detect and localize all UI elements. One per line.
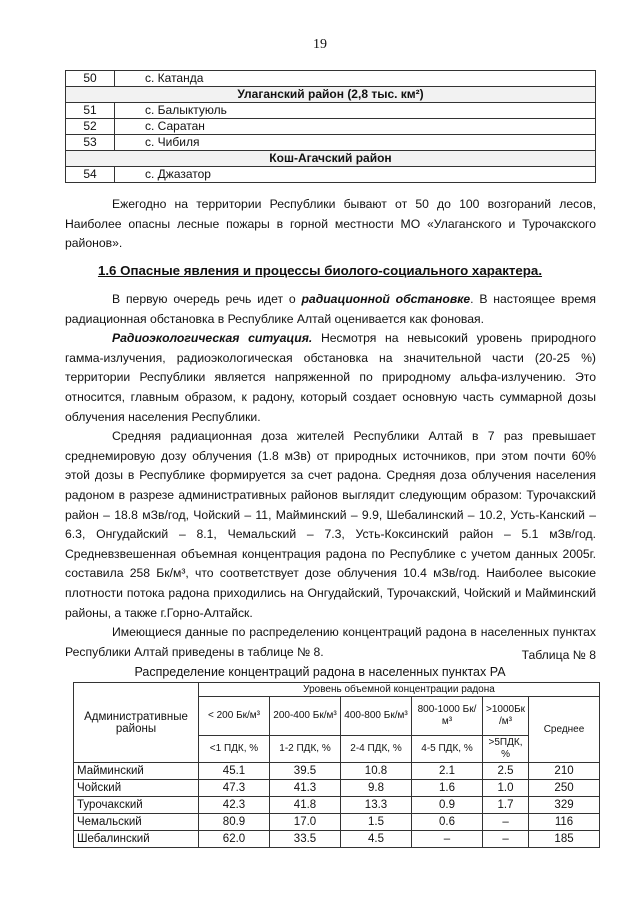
text-run: . В настоящее время радиационная обстановка в Республике Алтай оценивается как фоновая.	[65, 292, 596, 326]
header-range: < 200 Бк/м³	[199, 697, 270, 736]
district-name: Чемальский	[74, 814, 199, 831]
row-number: 50	[66, 71, 115, 87]
table-row	[74, 780, 600, 797]
value-cell: 42.3	[199, 797, 270, 814]
value-cell: 2.1	[412, 763, 483, 780]
table-number: Таблица № 8	[521, 648, 596, 662]
value-cell: 2.5	[483, 763, 529, 780]
table-row	[66, 135, 596, 151]
header-pdk: <1 ПДК, %	[199, 736, 270, 763]
table-row	[66, 119, 596, 135]
value-cell: 250	[529, 780, 600, 797]
district-header-row	[66, 151, 596, 167]
header-level: Уровень объемной концентрации радона	[199, 683, 600, 697]
row-number: 52	[66, 119, 115, 135]
header-range: 200-400 Бк/м³	[270, 697, 341, 736]
value-cell: 1.6	[412, 780, 483, 797]
text-run: Несмотря на невысокий уровень природного гамма-излучения, радиоэкологическая обстановка на значительной части (20-25 %) территории Республики является напряженной по природному альфа-излучению. Это относится, главным образом, к радону, который создает основную часть суммарной дозы облучения населения Республики.	[65, 331, 596, 424]
value-cell: 1.5	[341, 814, 412, 831]
value-cell: 41.8	[270, 797, 341, 814]
district-name: Чойский	[74, 780, 199, 797]
settlement-name: с. Катанда	[115, 71, 596, 87]
value-cell: 185	[529, 831, 600, 848]
table-row	[74, 797, 600, 814]
table-caption: Распределение концентраций радона в населенных пунктах РА	[134, 665, 506, 679]
value-cell: 0.6	[412, 814, 483, 831]
row-number: 51	[66, 103, 115, 119]
value-cell: 33.5	[270, 831, 341, 848]
value-cell: –	[412, 831, 483, 848]
settlements-table	[65, 70, 596, 183]
table-row	[74, 814, 600, 831]
value-cell: 10.8	[341, 763, 412, 780]
table-row	[66, 71, 596, 87]
value-cell: 80.9	[199, 814, 270, 831]
row-number: 53	[66, 135, 115, 151]
table-row	[66, 167, 596, 183]
header-average: Среднее	[529, 697, 600, 763]
header-range: 800-1000 Бк/м³	[412, 697, 483, 736]
header-row	[74, 683, 600, 697]
section-title: 1.6 Опасные явления и процессы биолого-социального характера.	[97, 263, 543, 278]
header-pdk: >5ПДК, %	[483, 736, 529, 763]
value-cell: 4.5	[341, 831, 412, 848]
emphasis-term: радиационной обстановке	[301, 292, 471, 306]
paragraph-radiation	[65, 290, 596, 329]
paragraph-fires: Ежегодно на территории Республики бывают от 50 до 100 возгораний лесов, Наиболее опасны лесные пожары в горной местности МО «Улаганского и Турочакского районов».	[65, 197, 596, 251]
settlement-name: с. Саратан	[115, 119, 596, 135]
header-range: >1000Бк /м³	[483, 697, 529, 736]
value-cell: 45.1	[199, 763, 270, 780]
table-row	[74, 763, 600, 780]
text-run: В первую очередь речь идет о	[112, 292, 302, 306]
value-cell: 41.3	[270, 780, 341, 797]
value-cell: –	[483, 814, 529, 831]
page-number: 19	[313, 37, 327, 52]
header-pdk: 2-4 ПДК, %	[341, 736, 412, 763]
value-cell: 0.9	[412, 797, 483, 814]
settlement-name: с. Балыктуюль	[115, 103, 596, 119]
header-pdk: 4-5 ПДК, %	[412, 736, 483, 763]
radon-table	[73, 682, 600, 848]
value-cell: –	[483, 831, 529, 848]
body-text	[65, 290, 596, 662]
district-name: Майминский	[74, 763, 199, 780]
district-name: Шебалинский	[74, 831, 199, 848]
value-cell: 1.7	[483, 797, 529, 814]
settlement-name: с. Чибиля	[115, 135, 596, 151]
value-cell: 1.0	[483, 780, 529, 797]
value-cell: 47.3	[199, 780, 270, 797]
district-header: Улаганский район (2,8 тыс. км²)	[66, 87, 596, 103]
value-cell: 210	[529, 763, 600, 780]
value-cell: 17.0	[270, 814, 341, 831]
district-name: Турочакский	[74, 797, 199, 814]
paragraph-table-ref: Имеющиеся данные по распределению концентраций радона в населенных пунктах Республики Алтай приведены в таблице № 8.	[65, 625, 596, 659]
value-cell: 13.3	[341, 797, 412, 814]
header-range: 400-800 Бк/м³	[341, 697, 412, 736]
value-cell: 116	[529, 814, 600, 831]
row-number: 54	[66, 167, 115, 183]
paragraph-dose: Средняя радиационная доза жителей Республики Алтай в 7 раз превышает среднемировую дозу облучения (1.8 мЗв) от природных источников, при этом почти 60% этой дозы в Республике формируется за счет радона. Средняя доза облучения населения радоном в разрезе административных районов выглядит следующим образом: Турочакский район – 18.8 мЗв/год, Чойский – 11, Майминский – 9.9, Шебалинский – 10.2, Усть-Канский – 6.3, Онгудайский – 8.1, Чемальский – 7.3, Усть-Коксинский район – 5.1 мЗв/год. Средневзвешенная объемная концентрация радона по Республике с учетом данных 2005г. составила 258 Бк/м³, что соответствует дозе облучения 10.4 мЗв/год. Наиболее высокие плотности потока радона приходились на Онгудайский, Турочакский, Чойский и Майминский районы, а также г.Горно-Алтайск.	[65, 429, 596, 620]
value-cell: 329	[529, 797, 600, 814]
table-row	[66, 103, 596, 119]
emphasis-term: Радиоэкологическая ситуация.	[112, 331, 313, 346]
table-row	[74, 831, 600, 848]
district-header: Кош-Агачский район	[66, 151, 596, 167]
settlement-name: с. Джазатор	[115, 167, 596, 183]
district-header-row	[66, 87, 596, 103]
paragraph-radioecology	[65, 329, 596, 427]
value-cell: 62.0	[199, 831, 270, 848]
value-cell: 39.5	[270, 763, 341, 780]
header-pdk: 1-2 ПДК, %	[270, 736, 341, 763]
value-cell: 9.8	[341, 780, 412, 797]
header-admin: Административные районы	[74, 683, 199, 763]
